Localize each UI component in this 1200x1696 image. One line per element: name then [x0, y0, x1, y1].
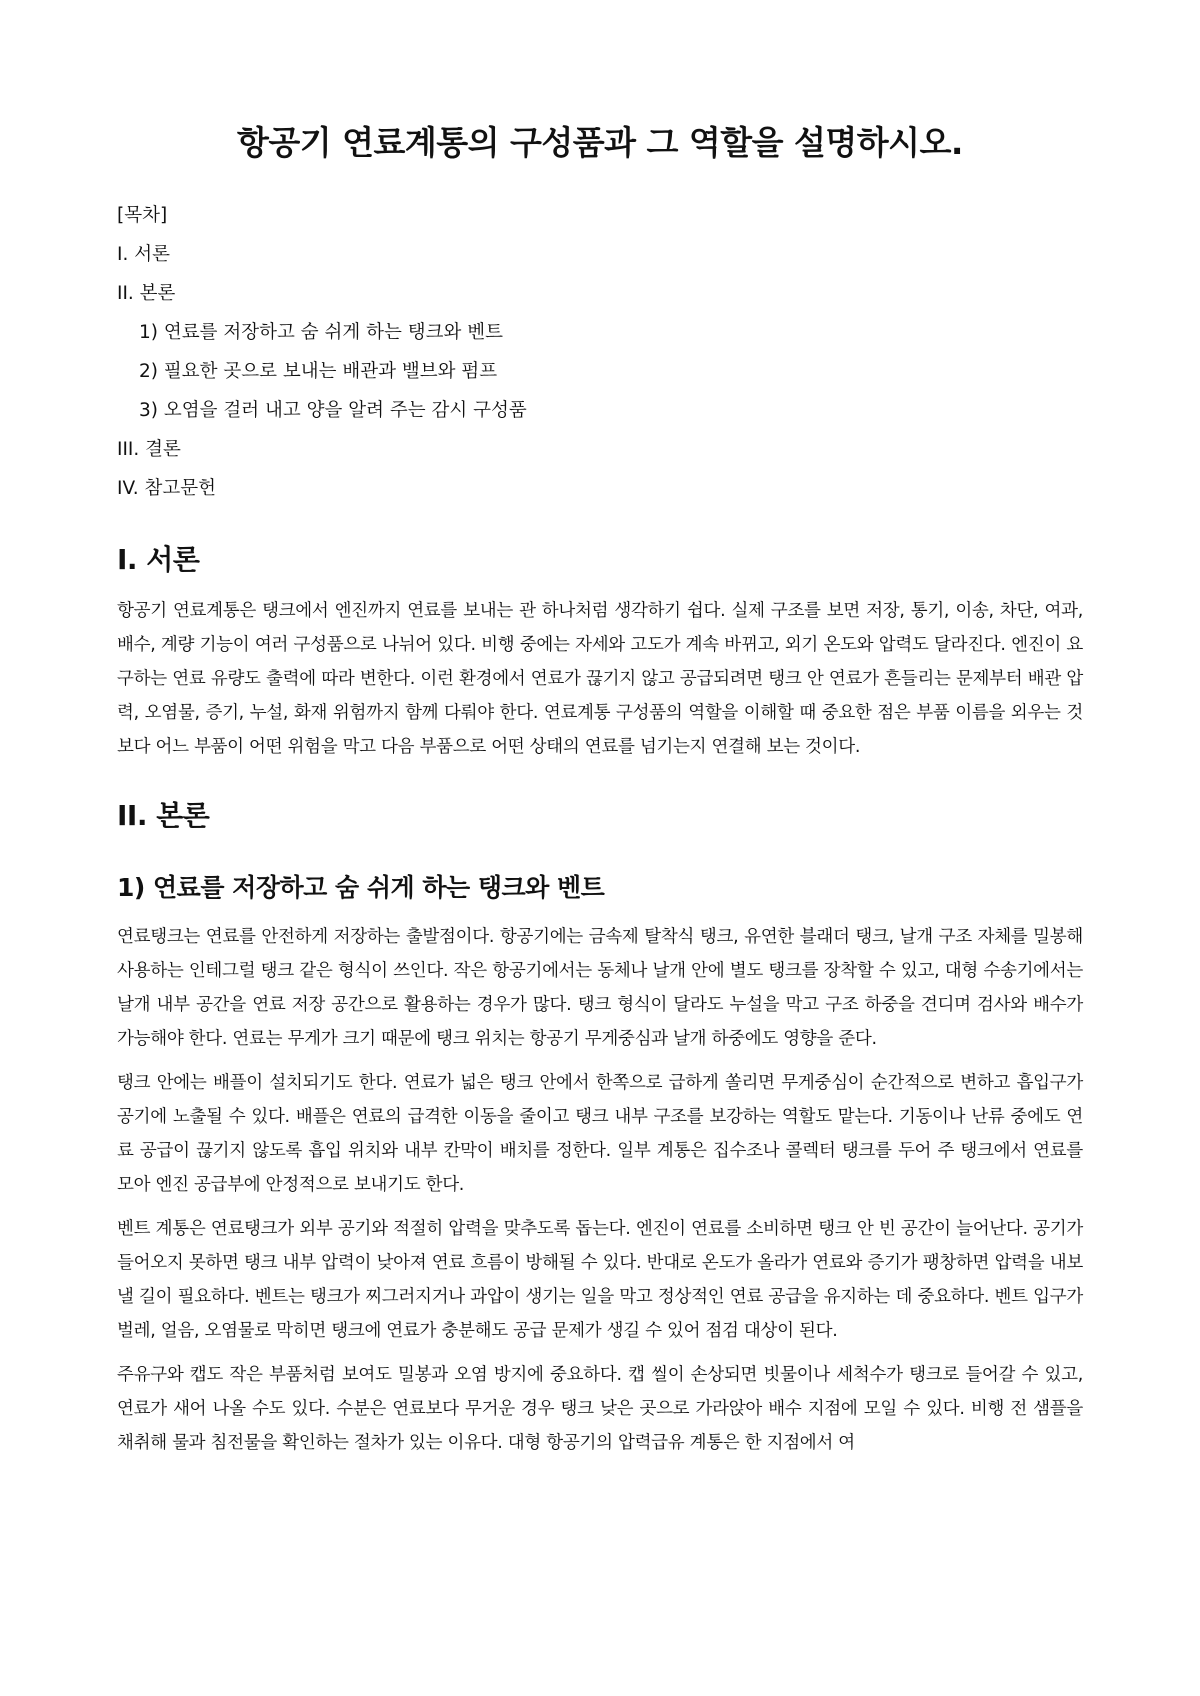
toc-item-body: II. 본론	[117, 283, 176, 304]
toc-item-body-1: 1) 연료를 저장하고 숨 쉬게 하는 탱크와 벤트	[139, 322, 503, 343]
document-title: 항공기 연료계통의 구성품과 그 역할을 설명하시오.	[237, 123, 963, 162]
table-of-contents	[117, 196, 1083, 508]
toc-item-references: IV. 참고문헌	[117, 478, 216, 499]
section-heading-body: II. 본론	[117, 799, 210, 832]
toc-heading: [목차]	[117, 205, 168, 226]
body-paragraph-1: 연료탱크는 연료를 안전하게 저장하는 출발점이다. 항공기에는 금속제 탈착식 탱크, 유연한 블래더 탱크, 날개 구조 자체를 밀봉해 사용하는 인테그럴 탱크 같은 형식이 쓰인다. 작은 항공기에서는 동체나 날개 안에 별도 탱크를 장착할 수 있고, 대형 수송기에서는 날개 내부 공간을 연료 저장 공간으로 활용하는 경우가 많다. 탱크 형식이 달라도 누설을 막고 구조 하중을 견디며 검사와 배수가 가능해야 한다. 연료는 무게가 크기 때문에 탱크 위치는 항공기 무게중심과 날개 하중에도 영향을 준다.	[117, 927, 1083, 1049]
toc-item-body-3: 3) 오염을 걸러 내고 양을 알려 주는 감시 구성품	[139, 400, 527, 421]
intro-paragraph: 항공기 연료계통은 탱크에서 엔진까지 연료를 보내는 관 하나처럼 생각하기 쉽다. 실제 구조를 보면 저장, 통기, 이송, 차단, 여과, 배수, 계량 기능이 여러 구성품으로 나뉘어 있다. 비행 중에는 자세와 고도가 계속 바뀌고, 외기 온도와 압력도 달라진다. 엔진이 요구하는 연료 유량도 출력에 따라 변한다. 이런 환경에서 연료가 끊기지 않고 공급되려면 탱크 안 연료가 흔들리는 문제부터 배관 압력, 오염물, 증기, 누설, 화재 위험까지 함께 다뤄야 한다. 연료계통 구성품의 역할을 이해할 때 중요한 점은 부품 이름을 외우는 것보다 어느 부품이 어떤 위험을 막고 다음 부품으로 어떤 상태의 연료를 넘기는지 연결해 보는 것이다.	[117, 601, 1083, 757]
toc-item-intro: I. 서론	[117, 244, 170, 265]
body-paragraph-4: 주유구와 캡도 작은 부품처럼 보여도 밀봉과 오염 방지에 중요하다. 캡 씰이 손상되면 빗물이나 세척수가 탱크로 들어갈 수 있고, 연료가 새어 나올 수도 있다. 수분은 연료보다 무거운 경우 탱크 낮은 곳으로 가라앉아 배수 지점에 모일 수 있다. 비행 전 샘플을 채취해 물과 침전물을 확인하는 절차가 있는 이유다. 대형 항공기의 압력급유 계통은 한 지점에서 여	[117, 1365, 1083, 1453]
body-paragraph-3: 벤트 계통은 연료탱크가 외부 공기와 적절히 압력을 맞추도록 돕는다. 엔진이 연료를 소비하면 탱크 안 빈 공간이 늘어난다. 공기가 들어오지 못하면 탱크 내부 압력이 낮아져 연료 흐름이 방해될 수 있다. 반대로 온도가 올라가 연료와 증기가 팽창하면 압력을 내보낼 길이 필요하다. 벤트는 탱크가 찌그러지거나 과압이 생기는 일을 막고 정상적인 연료 공급을 유지하는 데 중요하다. 벤트 입구가 벌레, 얼음, 오염물로 막히면 탱크에 연료가 충분해도 공급 문제가 생길 수 있어 점검 대상이 된다.	[117, 1219, 1083, 1341]
section-heading-intro: I. 서론	[117, 543, 200, 576]
toc-item-conclusion: III. 결론	[117, 439, 181, 460]
subsection-heading-tank-vent: 1) 연료를 저장하고 숨 쉬게 하는 탱크와 벤트	[117, 873, 605, 902]
body-paragraph-2: 탱크 안에는 배플이 설치되기도 한다. 연료가 넓은 탱크 안에서 한쪽으로 급하게 쏠리면 무게중심이 순간적으로 변하고 흡입구가 공기에 노출될 수 있다. 배플은 연료의 급격한 이동을 줄이고 탱크 내부 구조를 보강하는 역할도 맡는다. 기동이나 난류 중에도 연료 공급이 끊기지 않도록 흡입 위치와 내부 칸막이 배치를 정한다. 일부 계통은 집수조나 콜렉터 탱크를 두어 주 탱크에서 연료를 모아 엔진 공급부에 안정적으로 보내기도 한다.	[117, 1073, 1083, 1195]
toc-item-body-2: 2) 필요한 곳으로 보내는 배관과 밸브와 펌프	[139, 361, 498, 382]
